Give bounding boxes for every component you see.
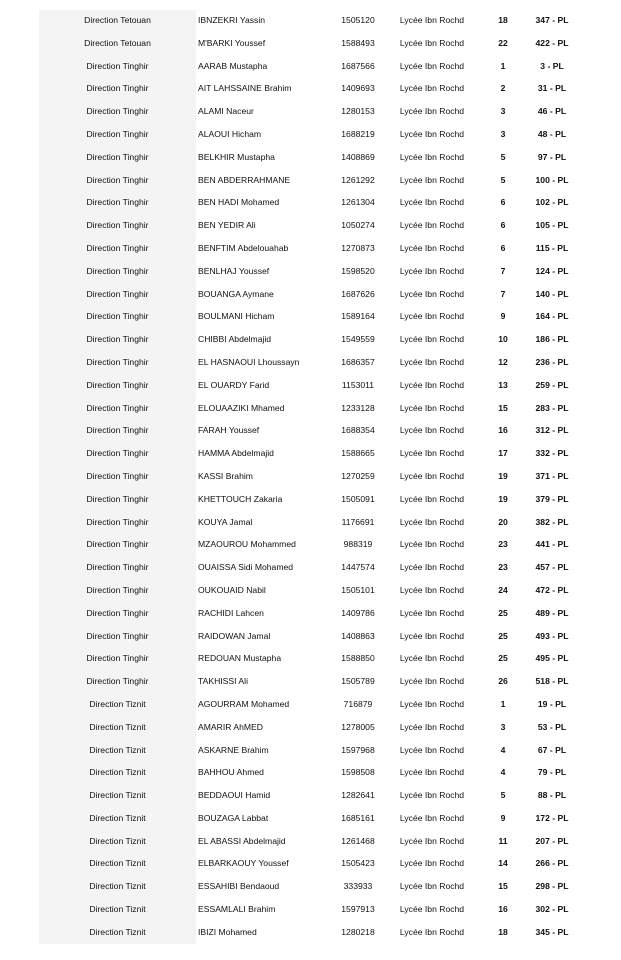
name-cell: RAIDOWAN Jamal	[198, 630, 271, 641]
id-cell: 1153011	[341, 379, 375, 390]
name-cell: BOULMANI Hicham	[198, 311, 275, 322]
rank-cell: 10	[498, 334, 508, 345]
table-row	[0, 556, 621, 579]
id-cell: 1549559	[341, 334, 375, 345]
table-row	[0, 739, 621, 762]
name-cell: ELOUAAZIKI Mhamed	[198, 402, 285, 413]
direction-cell: Direction Tinghir	[86, 128, 149, 139]
direction-cell: Direction Tinghir	[86, 288, 149, 299]
table-row	[0, 465, 621, 488]
id-cell: 1588665	[341, 448, 375, 459]
name-cell: KHETTOUCH Zakaria	[198, 493, 283, 504]
table-row	[0, 328, 621, 351]
rank-cell: 18	[498, 926, 508, 937]
table-row	[0, 374, 621, 397]
rank-cell: 15	[498, 402, 508, 413]
direction-cell: Direction Tinghir	[86, 174, 149, 185]
table-row	[0, 55, 621, 78]
id-cell: 988319	[343, 539, 373, 550]
direction-cell: Direction Tinghir	[86, 493, 149, 504]
name-cell: CHIBBI Abdelmajid	[198, 334, 272, 345]
pl-cell: 31 - PL	[537, 83, 567, 94]
rank-cell: 6	[500, 220, 506, 231]
school-cell: Lycée Ibn Rochd	[399, 83, 465, 94]
rank-cell: 11	[498, 835, 508, 846]
direction-cell: Direction Tinghir	[86, 676, 149, 687]
table-row	[0, 625, 621, 648]
school-cell: Lycée Ibn Rochd	[399, 448, 465, 459]
direction-cell: Direction Tinghir	[86, 607, 149, 618]
table-row	[0, 419, 621, 442]
id-cell: 1687626	[341, 288, 375, 299]
table-row	[0, 670, 621, 693]
id-cell: 1505423	[341, 858, 375, 869]
pl-cell: 19 - PL	[537, 698, 567, 709]
rank-cell: 20	[498, 516, 508, 527]
id-cell: 1588850	[341, 653, 375, 664]
id-cell: 1050274	[341, 220, 375, 231]
direction-cell: Direction Tinghir	[86, 630, 149, 641]
id-cell: 1688219	[341, 128, 375, 139]
school-cell: Lycée Ibn Rochd	[399, 584, 465, 595]
id-cell: 1270259	[341, 470, 375, 481]
rank-cell: 5	[500, 790, 506, 801]
name-cell: ASKARNE Brahim	[198, 744, 269, 755]
direction-cell: Direction Tinghir	[86, 334, 149, 345]
school-cell: Lycée Ibn Rochd	[399, 288, 465, 299]
id-cell: 1598520	[341, 265, 375, 276]
direction-cell: Direction Tinghir	[86, 242, 149, 253]
pl-cell: 441 - PL	[535, 539, 569, 550]
school-cell: Lycée Ibn Rochd	[399, 151, 465, 162]
id-cell: 1278005	[341, 721, 375, 732]
rank-cell: 14	[498, 858, 508, 869]
rank-cell: 3	[500, 128, 506, 139]
name-cell: BEN YEDIR Ali	[198, 220, 256, 231]
name-cell: BOUANGA Aymane	[198, 288, 274, 299]
name-cell: ALAMI Naceur	[198, 106, 254, 117]
name-cell: ELBARKAOUY Youssef	[198, 858, 289, 869]
pl-cell: 457 - PL	[535, 562, 569, 573]
direction-cell: Direction Tinghir	[86, 151, 149, 162]
direction-cell: Direction Tiznit	[89, 881, 146, 892]
rank-cell: 9	[500, 812, 506, 823]
id-cell: 333933	[343, 881, 373, 892]
id-cell: 1686357	[341, 356, 375, 367]
rank-cell: 6	[500, 197, 506, 208]
direction-cell: Direction Tiznit	[89, 767, 146, 778]
table-row	[0, 647, 621, 670]
rank-cell: 4	[500, 744, 506, 755]
id-cell: 1282641	[341, 790, 375, 801]
table-row	[0, 875, 621, 898]
direction-cell: Direction Tiznit	[89, 926, 146, 937]
school-cell: Lycée Ibn Rochd	[399, 790, 465, 801]
school-cell: Lycée Ibn Rochd	[399, 425, 465, 436]
direction-cell: Direction Tinghir	[86, 83, 149, 94]
name-cell: KASSI Brahim	[198, 470, 253, 481]
direction-cell: Direction Tinghir	[86, 265, 149, 276]
direction-cell: Direction Tinghir	[86, 516, 149, 527]
school-cell: Lycée Ibn Rochd	[399, 15, 465, 25]
school-cell: Lycée Ibn Rochd	[399, 562, 465, 573]
pl-cell: 382 - PL	[535, 516, 569, 527]
school-cell: Lycée Ibn Rochd	[399, 128, 465, 139]
rank-cell: 1	[500, 698, 506, 709]
id-cell: 1233128	[341, 402, 375, 413]
direction-cell: Direction Tiznit	[89, 790, 146, 801]
id-cell: 1685161	[341, 812, 375, 823]
school-cell: Lycée Ibn Rochd	[399, 698, 465, 709]
school-cell: Lycée Ibn Rochd	[399, 37, 465, 48]
id-cell: 1409693	[341, 83, 375, 94]
id-cell: 1505091	[341, 493, 375, 504]
rank-cell: 18	[498, 15, 508, 25]
name-cell: ALAOUI Hicham	[198, 128, 262, 139]
direction-cell: Direction Tetouan	[84, 37, 151, 48]
id-cell: 1687566	[341, 60, 375, 71]
school-cell: Lycée Ibn Rochd	[399, 334, 465, 345]
direction-cell: Direction Tinghir	[86, 584, 149, 595]
direction-cell: Direction Tinghir	[86, 653, 149, 664]
school-cell: Lycée Ibn Rochd	[399, 904, 465, 915]
pl-cell: 495 - PL	[535, 653, 569, 664]
direction-cell: Direction Tinghir	[86, 356, 149, 367]
rank-cell: 23	[498, 539, 508, 550]
pl-cell: 283 - PL	[535, 402, 569, 413]
pl-cell: 46 - PL	[537, 106, 567, 117]
table-row	[0, 852, 621, 875]
pl-cell: 53 - PL	[537, 721, 567, 732]
rank-cell: 19	[498, 470, 508, 481]
id-cell: 1505789	[341, 676, 375, 687]
table-row	[0, 214, 621, 237]
id-cell: 1447574	[341, 562, 375, 573]
pl-cell: 79 - PL	[537, 767, 567, 778]
direction-cell: Direction Tinghir	[86, 311, 149, 322]
name-cell: HAMMA Abdelmajid	[198, 448, 274, 459]
school-cell: Lycée Ibn Rochd	[399, 516, 465, 527]
direction-cell: Direction Tinghir	[86, 402, 149, 413]
school-cell: Lycée Ibn Rochd	[399, 539, 465, 550]
id-cell: 716879	[343, 698, 373, 709]
direction-cell: Direction Tinghir	[86, 425, 149, 436]
direction-cell: Direction Tinghir	[86, 220, 149, 231]
name-cell: MZAOUROU Mohammed	[198, 539, 296, 550]
school-cell: Lycée Ibn Rochd	[399, 60, 465, 71]
id-cell: 1688354	[341, 425, 375, 436]
table-row	[0, 830, 621, 853]
name-cell: BENLHAJ Youssef	[198, 265, 270, 276]
school-cell: Lycée Ibn Rochd	[399, 242, 465, 253]
name-cell: IBNZEKRI Yassin	[198, 15, 266, 25]
table-row	[0, 807, 621, 830]
id-cell: 1505120	[341, 15, 375, 25]
table-row	[0, 237, 621, 260]
direction-cell: Direction Tiznit	[89, 904, 146, 915]
table-row	[0, 488, 621, 511]
name-cell: ESSAMLALI Brahim	[198, 904, 276, 915]
school-cell: Lycée Ibn Rochd	[399, 744, 465, 755]
table-row	[0, 283, 621, 306]
name-cell: IBIZI Mohamed	[198, 926, 257, 937]
table-row	[0, 32, 621, 55]
school-cell: Lycée Ibn Rochd	[399, 379, 465, 390]
rank-cell: 5	[500, 151, 506, 162]
name-cell: AMARIR AhMED	[198, 721, 263, 732]
name-cell: BOUZAGA Labbat	[198, 812, 269, 823]
rank-cell: 5	[500, 174, 506, 185]
school-cell: Lycée Ibn Rochd	[399, 311, 465, 322]
pl-cell: 371 - PL	[535, 470, 569, 481]
pl-cell: 3 - PL	[540, 60, 564, 71]
name-cell: BEN ABDERRAHMANE	[198, 174, 291, 185]
pl-cell: 347 - PL	[535, 15, 569, 25]
pl-cell: 88 - PL	[537, 790, 567, 801]
pl-cell: 472 - PL	[535, 584, 569, 595]
school-cell: Lycée Ibn Rochd	[399, 835, 465, 846]
id-cell: 1261468	[341, 835, 375, 846]
direction-cell: Direction Tetouan	[84, 15, 151, 25]
name-cell: FARAH Youssef	[198, 425, 260, 436]
table-row	[0, 9, 621, 32]
school-cell: Lycée Ibn Rochd	[399, 493, 465, 504]
pl-cell: 140 - PL	[535, 288, 569, 299]
pl-cell: 518 - PL	[535, 676, 569, 687]
pl-cell: 124 - PL	[535, 265, 569, 276]
school-cell: Lycée Ibn Rochd	[399, 356, 465, 367]
rank-cell: 25	[498, 630, 508, 641]
results-table	[0, 9, 621, 944]
id-cell: 1176691	[341, 516, 375, 527]
table-row	[0, 305, 621, 328]
direction-cell: Direction Tinghir	[86, 197, 149, 208]
school-cell: Lycée Ibn Rochd	[399, 926, 465, 937]
name-cell: ESSAHIBI Bendaoud	[198, 881, 280, 892]
rank-cell: 1	[500, 60, 506, 71]
pl-cell: 236 - PL	[535, 356, 569, 367]
rank-cell: 3	[500, 721, 506, 732]
school-cell: Lycée Ibn Rochd	[399, 220, 465, 231]
rank-cell: 13	[498, 379, 508, 390]
pl-cell: 67 - PL	[537, 744, 567, 755]
school-cell: Lycée Ibn Rochd	[399, 470, 465, 481]
table-row	[0, 898, 621, 921]
rank-cell: 17	[498, 448, 508, 459]
rank-cell: 7	[500, 265, 506, 276]
direction-cell: Direction Tiznit	[89, 858, 146, 869]
id-cell: 1408863	[341, 630, 375, 641]
table-row	[0, 397, 621, 420]
table-row	[0, 191, 621, 214]
name-cell: REDOUAN Mustapha	[198, 653, 282, 664]
school-cell: Lycée Ibn Rochd	[399, 767, 465, 778]
table-row	[0, 123, 621, 146]
rank-cell: 4	[500, 767, 506, 778]
pl-cell: 345 - PL	[535, 926, 569, 937]
name-cell: KOUYA Jamal	[198, 516, 253, 527]
name-cell: AIT LAHSSAINE Brahim	[198, 83, 292, 94]
rank-cell: 15	[498, 881, 508, 892]
pl-cell: 105 - PL	[535, 220, 569, 231]
pl-cell: 48 - PL	[537, 128, 567, 139]
direction-cell: Direction Tinghir	[86, 470, 149, 481]
pl-cell: 164 - PL	[535, 311, 569, 322]
direction-cell: Direction Tinghir	[86, 60, 149, 71]
rank-cell: 3	[500, 106, 506, 117]
rank-cell: 25	[498, 607, 508, 618]
pl-cell: 115 - PL	[535, 242, 569, 253]
id-cell: 1270873	[341, 242, 375, 253]
id-cell: 1598508	[341, 767, 375, 778]
pl-cell: 186 - PL	[535, 334, 569, 345]
name-cell: AGOURRAM Mohamed	[198, 698, 290, 709]
rank-cell: 2	[500, 83, 506, 94]
school-cell: Lycée Ibn Rochd	[399, 881, 465, 892]
direction-cell: Direction Tinghir	[86, 562, 149, 573]
rank-cell: 6	[500, 242, 506, 253]
table-row	[0, 533, 621, 556]
name-cell: BEDDAOUI Hamid	[198, 790, 271, 801]
id-cell: 1261304	[341, 197, 375, 208]
rank-cell: 9	[500, 311, 506, 322]
pl-cell: 100 - PL	[535, 174, 569, 185]
pl-cell: 312 - PL	[535, 425, 569, 436]
direction-cell: Direction Tiznit	[89, 835, 146, 846]
table-row	[0, 146, 621, 169]
id-cell: 1261292	[341, 174, 375, 185]
name-cell: EL HASNAOUI Lhoussayn	[198, 356, 300, 367]
table-row	[0, 169, 621, 192]
id-cell: 1280218	[341, 926, 375, 937]
school-cell: Lycée Ibn Rochd	[399, 174, 465, 185]
school-cell: Lycée Ibn Rochd	[399, 858, 465, 869]
table-row	[0, 260, 621, 283]
name-cell: AARAB Mustapha	[198, 60, 268, 71]
id-cell: 1597913	[341, 904, 375, 915]
direction-cell: Direction Tinghir	[86, 539, 149, 550]
school-cell: Lycée Ibn Rochd	[399, 653, 465, 664]
name-cell: BEN HADI Mohamed	[198, 197, 280, 208]
name-cell: OUKOUAID Nabil	[198, 584, 266, 595]
rank-cell: 16	[498, 425, 508, 436]
pl-cell: 302 - PL	[535, 904, 569, 915]
pl-cell: 489 - PL	[535, 607, 569, 618]
table-row	[0, 761, 621, 784]
id-cell: 1589164	[341, 311, 375, 322]
direction-cell: Direction Tiznit	[89, 744, 146, 755]
id-cell: 1597968	[341, 744, 375, 755]
pl-cell: 332 - PL	[535, 448, 569, 459]
direction-cell: Direction Tinghir	[86, 448, 149, 459]
rank-cell: 16	[498, 904, 508, 915]
school-cell: Lycée Ibn Rochd	[399, 607, 465, 618]
table-row	[0, 442, 621, 465]
pl-cell: 493 - PL	[535, 630, 569, 641]
pl-cell: 422 - PL	[535, 37, 569, 48]
direction-cell: Direction Tiznit	[89, 812, 146, 823]
name-cell: TAKHISSI Ali	[198, 676, 248, 687]
name-cell: EL OUARDY Farid	[198, 379, 270, 390]
rank-cell: 22	[498, 37, 508, 48]
school-cell: Lycée Ibn Rochd	[399, 106, 465, 117]
table-row	[0, 511, 621, 534]
name-cell: EL ABASSI Abdelmajid	[198, 835, 286, 846]
direction-cell: Direction Tiznit	[89, 698, 146, 709]
rank-cell: 23	[498, 562, 508, 573]
pl-cell: 298 - PL	[535, 881, 569, 892]
school-cell: Lycée Ibn Rochd	[399, 630, 465, 641]
table-row	[0, 351, 621, 374]
direction-cell: Direction Tiznit	[89, 721, 146, 732]
table-row	[0, 693, 621, 716]
school-cell: Lycée Ibn Rochd	[399, 676, 465, 687]
table-row	[0, 716, 621, 739]
pl-cell: 97 - PL	[537, 151, 567, 162]
id-cell: 1505101	[341, 584, 375, 595]
direction-cell: Direction Tinghir	[86, 379, 149, 390]
pl-cell: 259 - PL	[535, 379, 569, 390]
table-row	[0, 602, 621, 625]
table-row	[0, 100, 621, 123]
rank-cell: 26	[498, 676, 508, 687]
pl-cell: 266 - PL	[535, 858, 569, 869]
school-cell: Lycée Ibn Rochd	[399, 812, 465, 823]
id-cell: 1588493	[341, 37, 375, 48]
rank-cell: 12	[498, 356, 508, 367]
name-cell: BENFTIM Abdelouahab	[198, 242, 289, 253]
id-cell: 1408869	[341, 151, 375, 162]
rank-cell: 19	[498, 493, 508, 504]
id-cell: 1280153	[341, 106, 375, 117]
name-cell: BELKHIR Mustapha	[198, 151, 275, 162]
table-row	[0, 921, 621, 944]
rank-cell: 25	[498, 653, 508, 664]
direction-cell: Direction Tinghir	[86, 106, 149, 117]
pl-cell: 207 - PL	[535, 835, 569, 846]
name-cell: BAHHOU Ahmed	[198, 767, 264, 778]
table-row	[0, 77, 621, 100]
id-cell: 1409786	[341, 607, 375, 618]
rank-cell: 24	[498, 584, 508, 595]
school-cell: Lycée Ibn Rochd	[399, 265, 465, 276]
pl-cell: 379 - PL	[535, 493, 569, 504]
school-cell: Lycée Ibn Rochd	[399, 721, 465, 732]
name-cell: RACHIDI Lahcen	[198, 607, 264, 618]
school-cell: Lycée Ibn Rochd	[399, 197, 465, 208]
name-cell: M'BARKI Youssef	[198, 37, 266, 48]
school-cell: Lycée Ibn Rochd	[399, 402, 465, 413]
pl-cell: 172 - PL	[535, 812, 569, 823]
table-row	[0, 784, 621, 807]
name-cell: OUAISSA Sidi Mohamed	[198, 562, 294, 573]
table-row	[0, 579, 621, 602]
pl-cell: 102 - PL	[535, 197, 569, 208]
rank-cell: 7	[500, 288, 506, 299]
